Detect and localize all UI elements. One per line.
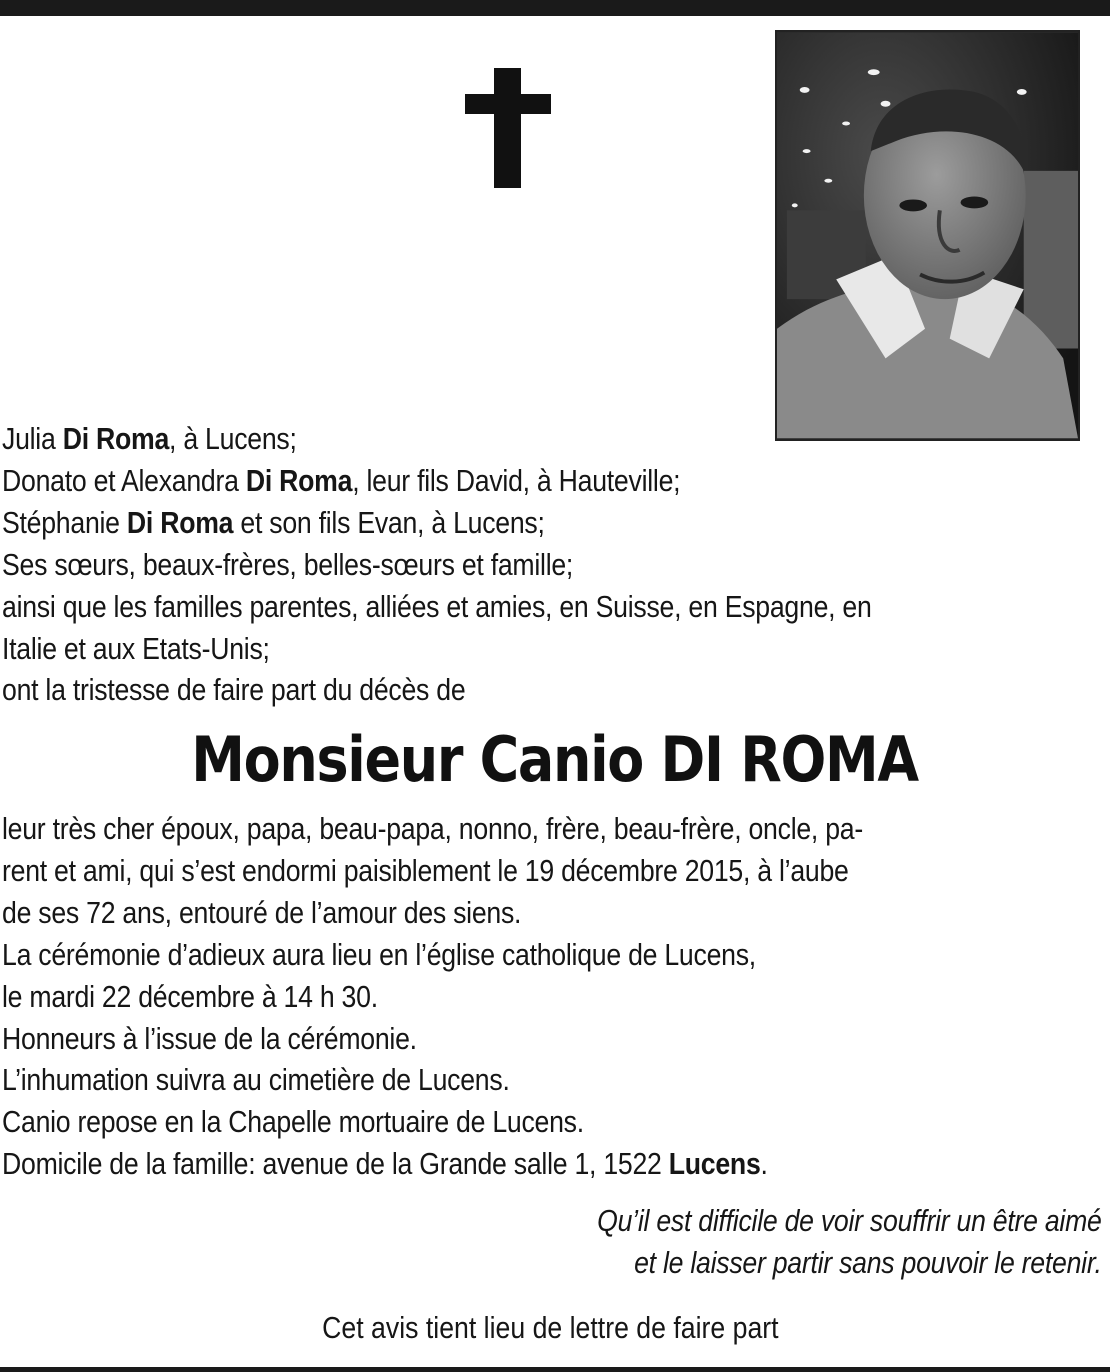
family-name: Di Roma: [126, 504, 234, 540]
family-line: ont la tristesse de faire part du décès de: [2, 672, 466, 708]
body-line: Honneurs à l’issue de la cérémonie.: [2, 1020, 417, 1056]
family-line: Julia Di Roma, à Lucens;: [2, 421, 297, 456]
domicile-town: Lucens: [668, 1146, 761, 1182]
body-line: L’inhumation suivra au cimetière de Lucens.: [2, 1062, 510, 1098]
family-list: [2, 418, 1107, 711]
portrait-image: [777, 32, 1078, 439]
body-line: le mardi 22 décembre à 14 h 30.: [2, 978, 378, 1014]
family-name: Di Roma: [62, 421, 170, 456]
domicile-line: Domicile de la famille: avenue de la Grande salle 1, 1522 Lucens.: [2, 1146, 768, 1182]
cross-icon: [465, 68, 551, 188]
top-rule: [0, 0, 1110, 16]
body-line: La cérémonie d’adieux aura lieu en l’église catholique de Lucens,: [2, 936, 756, 972]
quote-line: Qu’il est difficile de voir souffrir un être aimé: [597, 1203, 1102, 1238]
body-line: de ses 72 ans, entouré de l’amour des siens.: [2, 894, 522, 930]
closing-note: Cet avis tient lieu de lettre de faire part: [321, 1310, 779, 1345]
body-line: Canio repose en la Chapelle mortuaire de Lucens.: [2, 1104, 584, 1140]
family-name: Di Roma: [245, 462, 353, 498]
body-line: leur très cher époux, papa, beau-papa, nonno, frère, beau-frère, oncle, pa-: [2, 811, 863, 846]
family-line: Italie et aux Etats-Unis;: [2, 630, 270, 666]
family-line: Stéphanie Di Roma et son fils Evan, à Lucens;: [2, 504, 545, 540]
body-line: rent et ami, qui s’est endormi paisiblement le 19 décembre 2015, à l’aube: [2, 852, 849, 888]
deceased-name: Monsieur Canio DI ROMA: [191, 723, 919, 796]
quote-line: et le laisser partir sans pouvoir le retenir.: [634, 1244, 1102, 1280]
portrait-photo: [775, 30, 1080, 441]
memorial-quote: [598, 1200, 1102, 1284]
bottom-rule: [0, 1367, 1110, 1372]
family-line: ainsi que les familles parentes, alliées et amies, en Suisse, en Espagne, en: [2, 588, 872, 624]
family-line: Donato et Alexandra Di Roma, leur fils David, à Hauteville;: [2, 462, 681, 498]
announcement-body: [2, 808, 1107, 1185]
family-line: Ses sœurs, beaux-frères, belles-sœurs et famille;: [2, 546, 574, 582]
